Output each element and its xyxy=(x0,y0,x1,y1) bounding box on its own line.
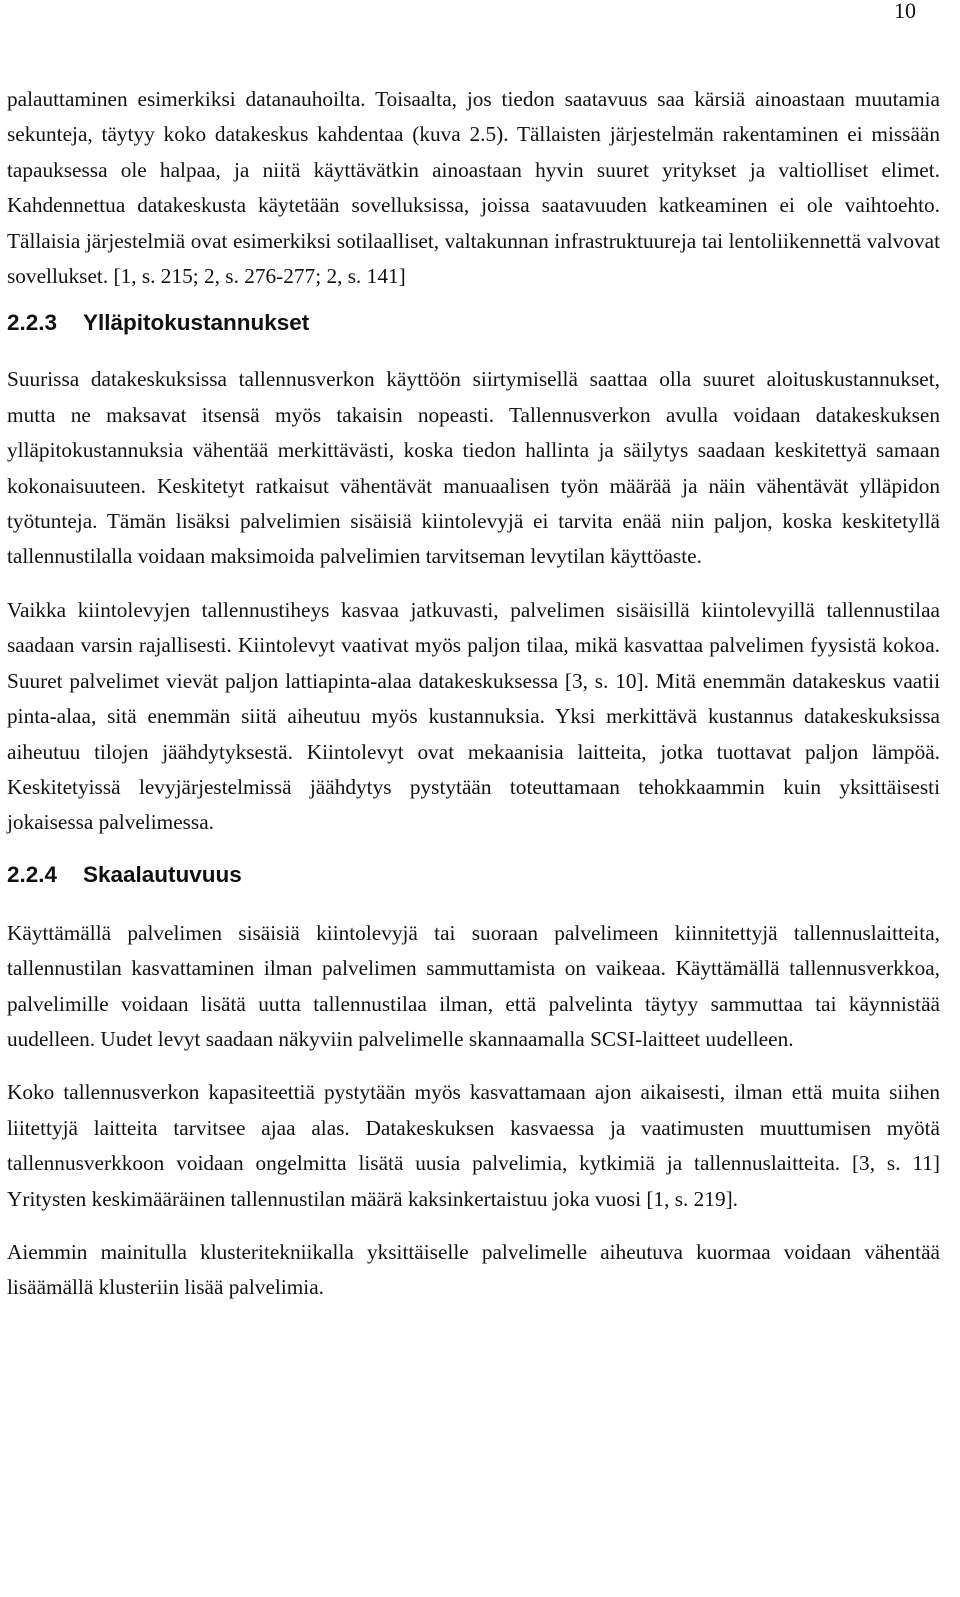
document-body xyxy=(7,82,940,1306)
section-title: Ylläpitokustannukset xyxy=(83,310,310,336)
section-title: Skaalautuvuus xyxy=(83,861,242,887)
paragraph: Käyttämällä palvelimen sisäisiä kiintolevyjä tai suoraan palvelimeen kiinnitettyjä tallennuslaitteita, tallennustilan kasvattaminen ilman palvelimen sammuttamista on vaikeaa. Käyttämällä tallennusverkkoa, palvelimille voidaan lisätä uutta tallennustilaa ilman, että palvelinta täytyy sammuttaa tai käynnistää uudelleen. Uudet levyt saadaan näkyviin palvelimelle skannaamalla SCSI-laitteet uudelleen. xyxy=(7,920,940,1051)
section-heading-2-2-3 xyxy=(7,308,940,338)
section-heading-2-2-4 xyxy=(7,860,940,890)
paragraph: Koko tallennusverkon kapasiteettiä pystytään myös kasvattamaan ajon aikaisesti, ilman että muita siihen liitettyjä laitteita tarvitsee ajaa alas. Datakeskuksen kasvaessa ja vaatimusten muuttumisen myötä tallennusverkkoon voidaan ongelmitta lisätä uusia palvelimia, kytkimiä ja tallennuslaitteita. [3, s. 11] Yritysten keskimääräinen tallennustilan määrä kaksinkertaistuu joka vuosi [1, s. 219]. xyxy=(7,1080,940,1211)
paragraph: Vaikka kiintolevyjen tallennustiheys kasvaa jatkuvasti, palvelimen sisäisillä kiintolevyillä tallennustilaa saadaan varsin rajallisesti. Kiintolevyt vaativat myös paljon tilaa, mikä kasvattaa palvelimen fyysistä kokoa. Suuret palvelimet vievät paljon lattiapinta-alaa datakeskuksessa [3, s. 10]. Mitä enemmän datakeskus vaatii pinta-alaa, sitä enemmän siitä aiheutuu myös kustannuksia. Yksi merkittävä kustannus datakeskuksissa aiheutuu tilojen jäähdytyksestä. Kiintolevyt ovat mekaanisia laitteita, jotka tuottavat paljon lämpöä. Keskitetyissä levyjärjestelmissä jäähdytys pystytään toteuttamaan tehokkaammin kuin yksittäisesti jokaisessa palvelimessa. xyxy=(7,597,940,835)
section-number: 2.2.3 xyxy=(7,310,58,336)
section-number: 2.2.4 xyxy=(7,861,58,887)
page-number: 10 xyxy=(894,0,916,23)
paragraph: Suurissa datakeskuksissa tallennusverkon käyttöön siirtymisellä saattaa olla suuret aloituskustannukset, mutta ne maksavat itsensä myös takaisin nopeasti. Tallennusverkon avulla voidaan datakeskuksen ylläpitokustannuksia vähentää merkittävästi, koska tiedon hallinta ja säilytys saadaan keskitettyä samaan kokonaisuuteen. Keskitetyt ratkaisut vähentävät manuaalisen työn määrää ja näin vähentävät ylläpidon työtunteja. Tämän lisäksi palvelimien sisäisiä kiintolevyjä ei tarvita enää niin paljon, koska keskitetyllä tallennustilalla voidaan maksimoida palvelimien tarvitseman levytilan käyttöaste. xyxy=(7,367,940,569)
paragraph: palauttaminen esimerkiksi datanauhoilta. Toisaalta, jos tiedon saatavuus saa kärsiä ainoastaan muutamia sekunteja, täytyy koko datakeskus kahdentaa (kuva 2.5). Tällaisten järjestelmän rakentaminen ei missään tapauksessa ole halpaa, ja niitä käyttävätkin ainoastaan hyvin suuret yritykset ja valtiolliset elimet. Kahdennettua datakeskusta käytetään sovelluksissa, joissa saatavuuden katkeaminen ei ole vaihtoehto. Tällaisia järjestelmiä ovat esimerkiksi sotilaalliset, valtakunnan infrastruktuureja tai lentoliikennettä valvovat sovellukset. [1, s. 215; 2, s. 276-277; 2, s. 141] xyxy=(7,87,940,289)
paragraph: Aiemmin mainitulla klusteritekniikalla yksittäiselle palvelimelle aiheutuva kuormaa voidaan vähentää lisäämällä klusteriin lisää palvelimia. xyxy=(7,1239,940,1300)
